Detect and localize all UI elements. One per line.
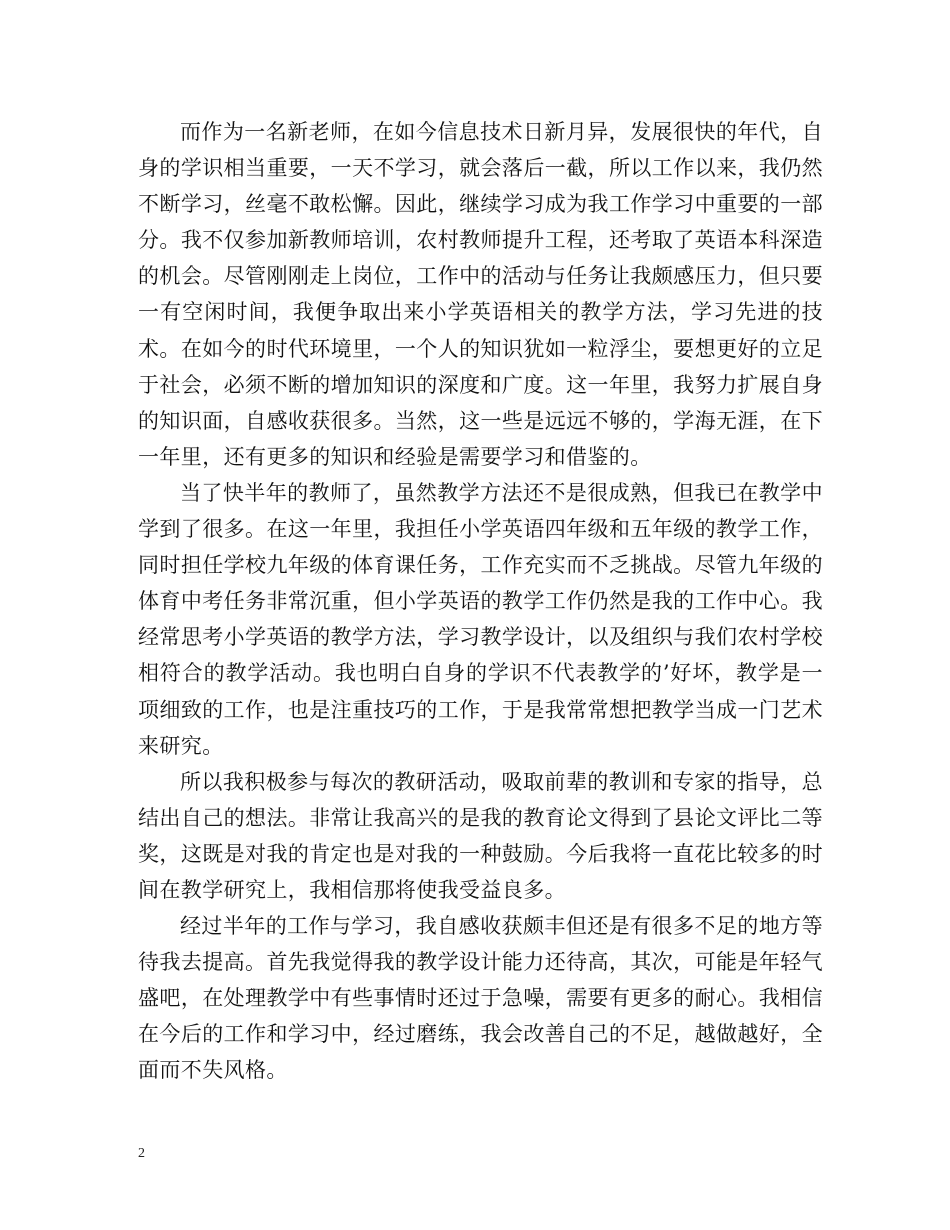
- paragraph-1: 而作为一名新老师，在如今信息技术日新月异，发展很快的年代，自身的学识相当重要，一天不学习，就会落后一截，所以工作以来，我仍然不断学习，丝毫不敢松懈。因此，继续学习成为我工作学习中重要的一部分。我不仅参加新教师培训，农村教师提升工程，还考取了英语本科深造的机会。尽管刚刚走上岗位，工作中的活动与任务让我颇感压力，但只要一有空闲时间，我便争取出来小学英语相关的教学方法，学习先进的技术。在如今的时代环境里，一个人的知识犹如一粒浮尘，要想更好的立足于社会，必须不断的增加知识的深度和广度。这一年里，我努力扩展自身的知识面，自感收获很多。当然，这一些是远远不够的，学海无涯，在下一年里，还有更多的知识和经验是需要学习和借鉴的。: [138, 120, 823, 469]
- document-body: [138, 114, 823, 1089]
- paragraph-3: 所以我积极参与每次的教研活动，吸取前辈的教训和专家的指导，总结出自己的想法。非常让我高兴的是我的教育论文得到了县论文评比二等奖，这既是对我的肯定也是对我的一种鼓励。今后我将一直花比较多的时间在教学研究上，我相信那将使我受益良多。: [138, 769, 823, 902]
- page-number: 2: [138, 1146, 145, 1161]
- paragraph-2: 当了快半年的教师了，虽然教学方法还不是很成熟，但我已在教学中学到了很多。在这一年里，我担任小学英语四年级和五年级的教学工作，同时担任学校九年级的体育课任务，工作充实而不乏挑战。尽管九年级的体育中考任务非常沉重，但小学英语的教学工作仍然是我的工作中心。我经常思考小学英语的教学方法，学习教学设计，以及组织与我们农村学校相符合的教学活动。我也明白自身的学识不代表教学的’好坏，教学是一项细致的工作，也是注重技巧的工作，于是我常常想把教学当成一门艺术来研究。: [138, 480, 823, 758]
- paragraph-4: 经过半年的工作与学习，我自感收获颇丰但还是有很多不足的地方等待我去提高。首先我觉得我的教学设计能力还待高，其次，可能是年轻气盛吧，在处理教学中有些事情时还过于急噪，需要有更多的耐心。我相信在今后的工作和学习中，经过磨练，我会改善自己的不足，越做越好，全面而不失风格。: [138, 914, 823, 1083]
